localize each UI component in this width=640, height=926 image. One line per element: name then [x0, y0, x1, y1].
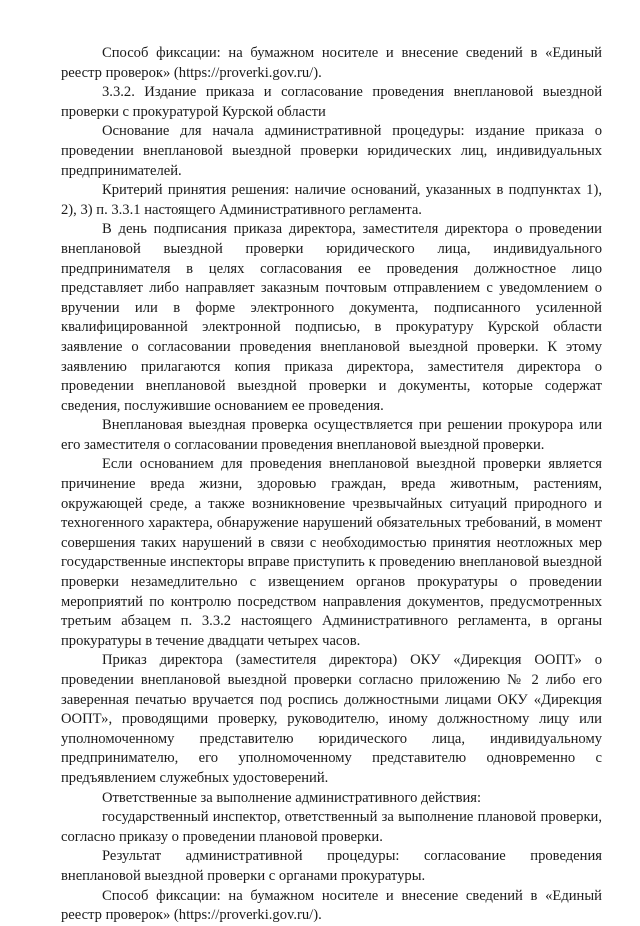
section-heading-3-3-2: 3.3.2. Издание приказа и согласование проведения внеплановой выездной проверки с прокуратурой Курской области	[61, 84, 602, 120]
paragraph-fixation-method: Способ фиксации: на бумажном носителе и внесение сведений в «Единый реестр проверок» (https://proverki.gov.ru/).	[61, 45, 602, 81]
paragraph-submission-to-prosecutor: В день подписания приказа директора, заместителя директора о проведении внеплановой выездной проверки юридического лица, индивидуального предпринимателя в целях согласования ее проведения должностное лицо представляет либо направляет заказным почтовым отправлением с уведомлением о вручении или в форме электронного документа, подписанного усиленной квалифицированной электронной подписью, в прокуратуру Курской области заявление о согласовании проведения внеплановой выездной проверки. К этому заявлению прилагаются копия приказа директора, заместителя директора о проведении внеплановой выездной проверки и документы, которые содержат сведения, послужившие основанием ее проведения.	[61, 221, 602, 414]
paragraph-procedure-result: Результат административной процедуры: согласование проведения внеплановой выездной проверки с органами прокуратуры.	[61, 848, 602, 884]
paragraph-procedure-basis: Основание для начала административной процедуры: издание приказа о проведении внеплановой выездной проверки юридических лиц, индивидуальных предпринимателей.	[61, 123, 602, 179]
paragraph-urgent-inspection: Если основанием для проведения внеплановой выездной проверки является причинение вреда жизни, здоровью граждан, вреда животным, растениям, окружающей среде, а также возникновение чрезвычайных ситуаций природного и техногенного характера, обнаружение нарушений обязательных требований, в момент совершения таких нарушений в связи с необходимостью принятия неотложных мер государственные инспекторы вправе приступить к проведению внеплановой выездной проверки незамедлительно с извещением органов прокуратуры о проведении мероприятий по контролю посредством направления документов, предусмотренных третьим абзацем п. 3.3.2 настоящего Административного регламента, в органы прокуратуры в течение двадцати четырех часов.	[61, 456, 602, 649]
paragraph-responsible-persons: Ответственные за выполнение административного действия:	[102, 789, 482, 806]
paragraph-prosecutor-approval: Внеплановая выездная проверка осуществляется при решении прокурора или его заместителя о согласовании проведения внеплановой выездной проверки.	[61, 417, 602, 453]
paragraph-fixation-method-final: Способ фиксации: на бумажном носителе и внесение сведений в «Единый реестр проверок» (https://proverki.gov.ru/).	[61, 887, 602, 924]
paragraph-decision-criterion: Критерий принятия решения: наличие оснований, указанных в подпунктах 1), 2), 3) п. 3.3.1 настоящего Административного регламента.	[61, 182, 602, 218]
paragraph-order-delivery: Приказ директора (заместителя директора) ОКУ «Дирекция ООПТ» о проведении внеплановой выездной проверки согласно приложению № 2 либо его заверенная печатью вручается под роспись должностными лицами ОКУ «Дирекция ООПТ», проводящими проверку, руководителю, иному должностному лицу или уполномоченному представителю юридического лица, индивидуальному предпринимателю, его уполномоченному представителю одновременно с предъявлением служебных удостоверений.	[61, 652, 602, 786]
paragraph-state-inspector: государственный инспектор, ответственный за выполнение плановой проверки, согласно приказу о проведении плановой проверки.	[61, 809, 602, 845]
document-page	[61, 44, 602, 926]
